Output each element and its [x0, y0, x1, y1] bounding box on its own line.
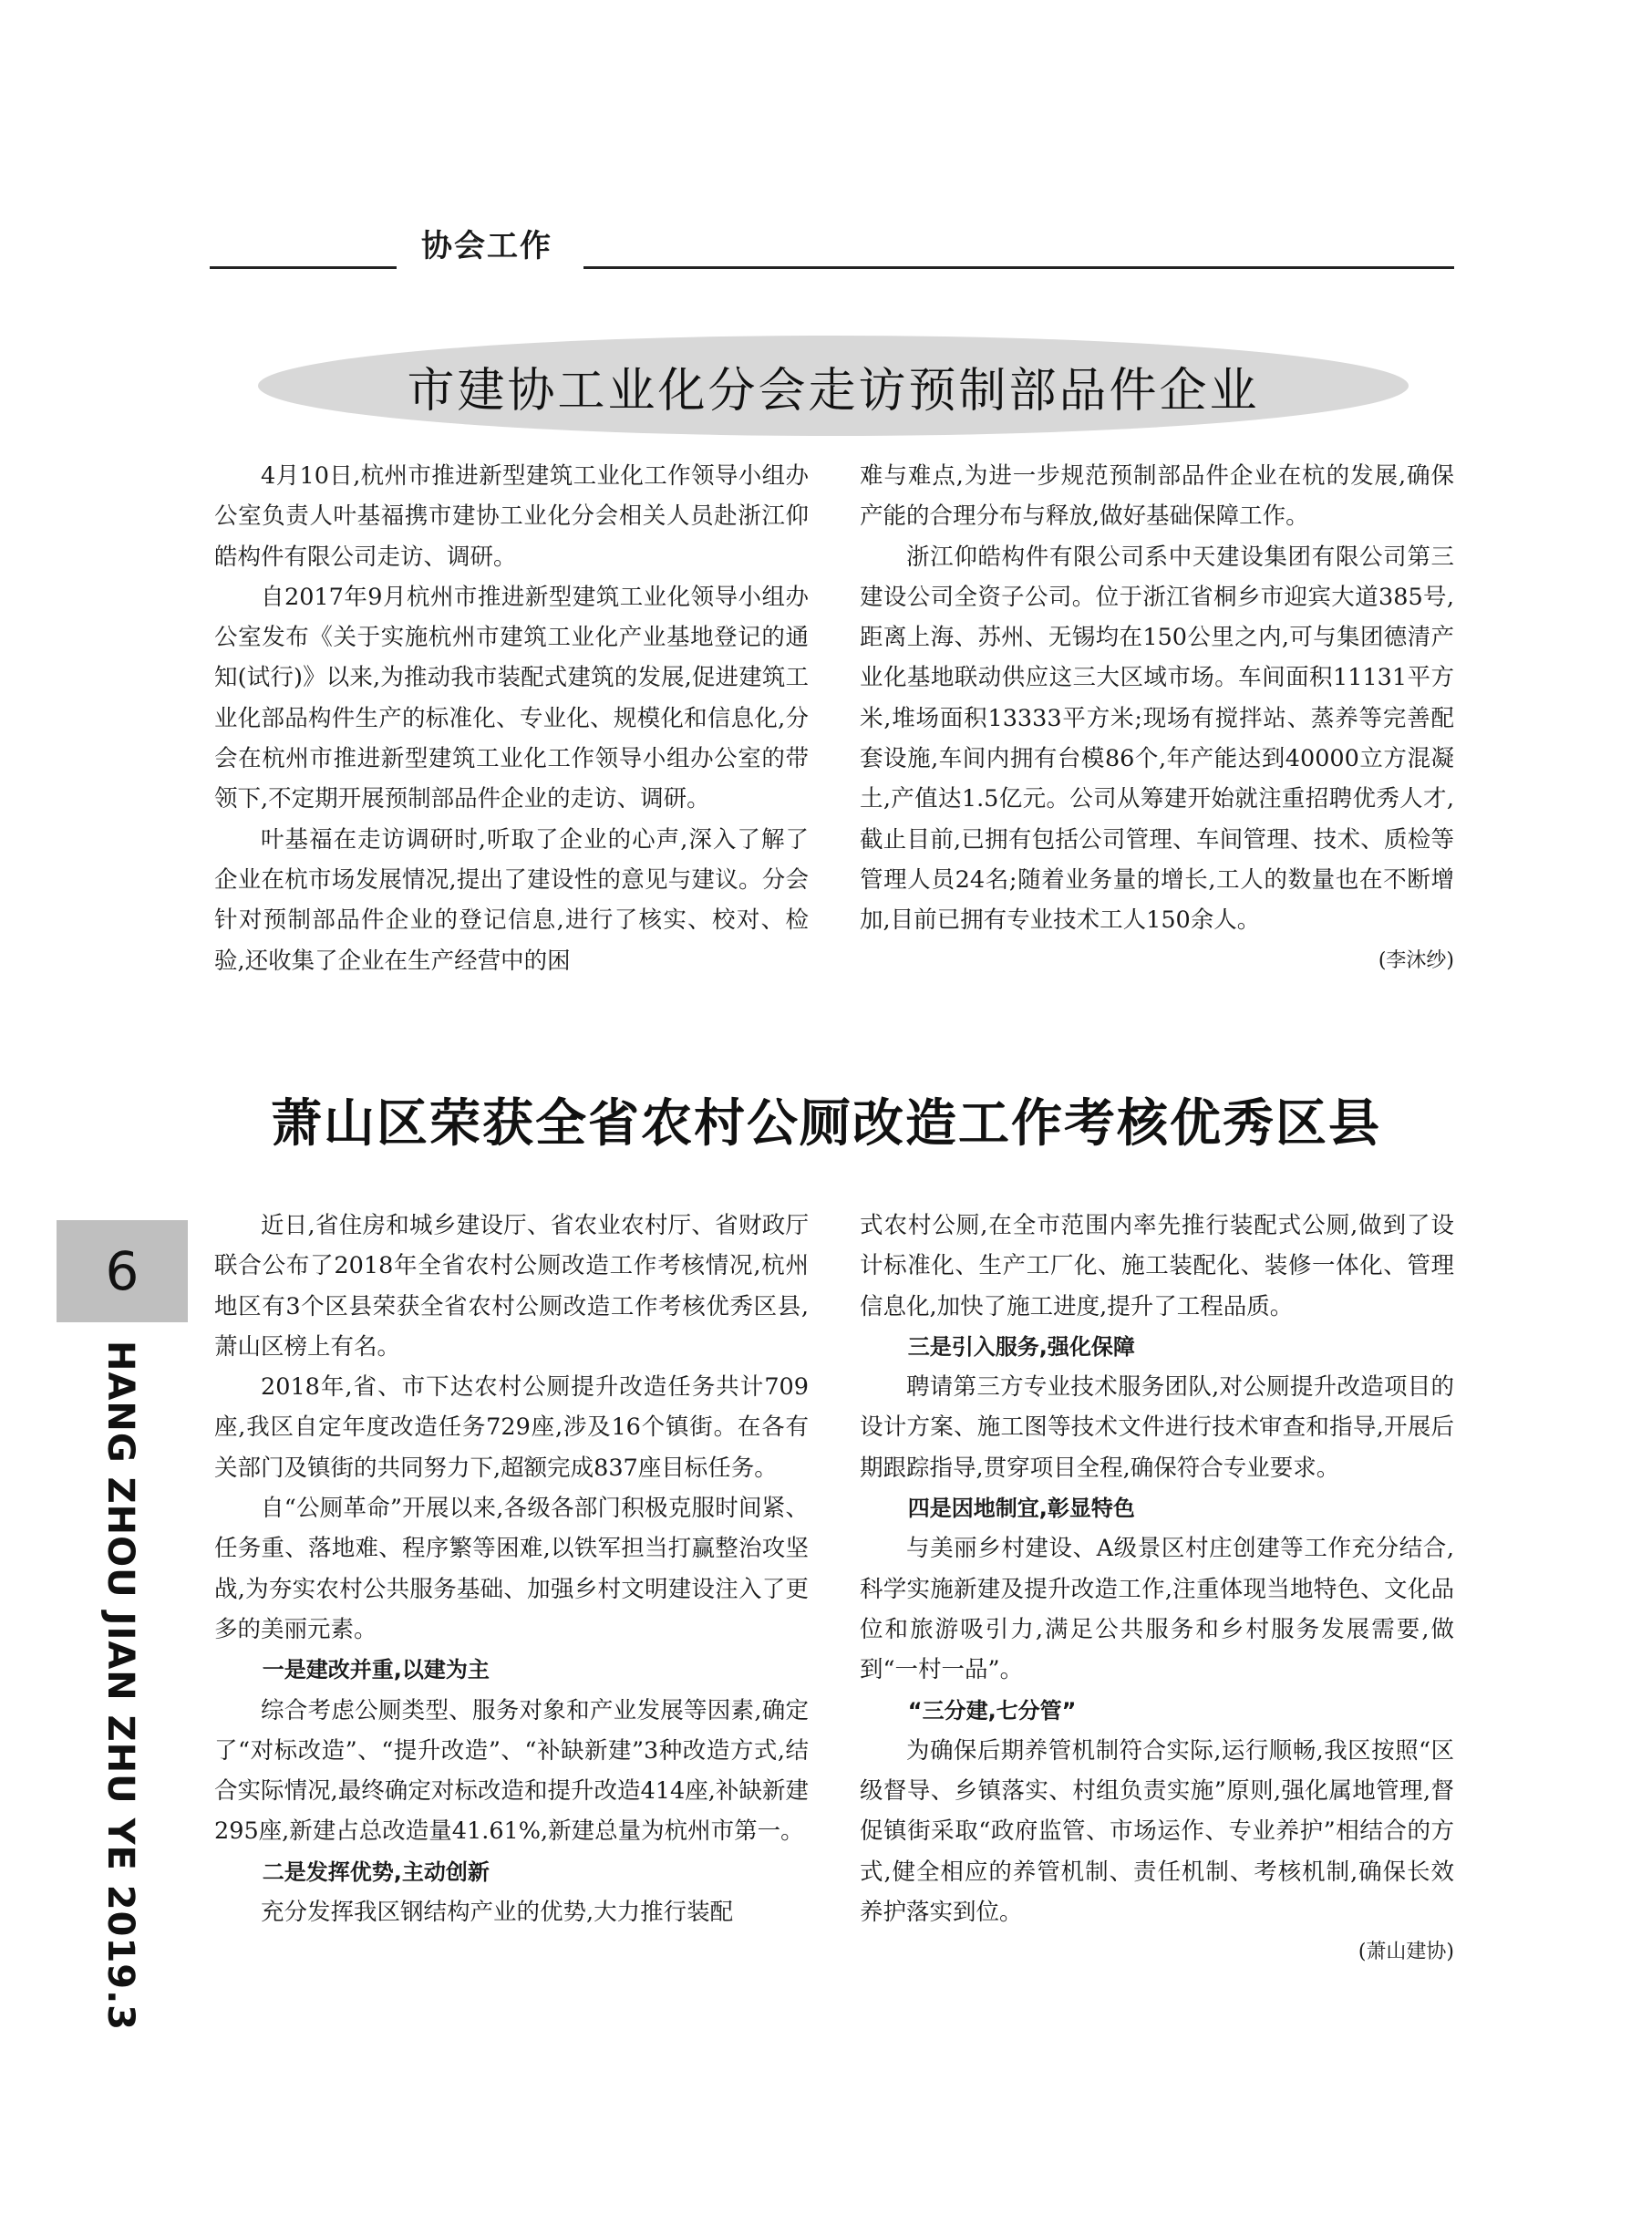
article2-paragraph: 综合考虑公厕类型、服务对象和产业发展等因素,确定了“对标改造”、“提升改造”、“补缺新建”3种改造方式,结合实际情况,最终确定对标改造和提升改造414座,补缺新建295座,新建占总改造量41.61%,新建总量为杭州市第一。: [214, 1696, 809, 1846]
article2-paragraph: 为确保后期养管机制符合实际,运行顺畅,我区按照“区级督导、乡镇落实、村组负责实施”原则,强化属地管理,督促镇街采取“政府监管、市场运作、专业养护”相结合的方式,健全相应的养管机制、责任机制、考核机制,确保长效养护落实到位。: [860, 1736, 1454, 1927]
page-number-box: [57, 1220, 188, 1322]
article2-paragraph: 自“公厕革命”开展以来,各级各部门积极克服时间紧、任务重、落地难、程序繁等困难,以铁军担当打赢整治攻坚战,为夯实农村公共服务基础、加强乡村文明建设注入了更多的美丽元素。: [214, 1495, 809, 1643]
article1-paragraph: 4月10日,杭州市推进新型建筑工业化工作领导小组办公室负责人叶基福携市建协工业化分会相关人员赴浙江仰皓构件有限公司走访、调研。: [214, 462, 809, 571]
article1-paragraph: 浙江仰皓构件有限公司系中天建设集团有限公司第三建设公司全资子公司。位于浙江省桐乡市迎宾大道385号,距离上海、苏州、无锡均在150公里之内,可与集团德清产业化基地联动供应这三大区域市场。车间面积11131平方米,堆场面积13333平方米;现场有搅拌站、蒸养等完善配套设施,车间内拥有台模86个,年产能达到40000立方混凝土,产值达1.5亿元。公司从筹建开始就注重招聘优秀人才,截止目前,已拥有包括公司管理、车间管理、技术、质检等管理人员24名;随着业务量的增长,工人的数量也在不断增加,目前已拥有专业技术工人150余人。: [860, 543, 1454, 935]
article2-subheading: 四是因地制宜,彰显特色: [907, 1496, 1135, 1522]
article2-paragraph: 聘请第三方专业技术服务团队,对公厕提升改造项目的设计方案、施工图等技术文件进行技术审查和指导,开展后期跟踪指导,贯穿项目全程,确保符合专业要求。: [860, 1373, 1454, 1482]
article2-right-column: [860, 1206, 1454, 1973]
article1-right-column: [860, 456, 1454, 981]
page-number: 6: [105, 1240, 139, 1302]
article1-paragraph-continuation: 难与难点,为进一步规范预制部品件企业在杭的发展,确保产能的合理分布与释放,做好基础保障工作。: [860, 462, 1454, 531]
section-label: 协会工作: [421, 228, 552, 264]
article2-paragraph-continuation: 式农村公厕,在全市范围内率先推行装配式公厕,做到了设计标准化、生产工厂化、施工装配化、装修一体化、管理信息化,加快了施工进度,提升了工程品质。: [860, 1212, 1454, 1320]
article2-left-column: [214, 1206, 809, 1932]
article2-paragraph: 2018年,省、市下达农村公厕提升改造任务共计709座,我区自定年度改造任务729座,涉及16个镇街。在各有关部门及镇街的共同努力下,超额完成837座目标任务。: [214, 1373, 809, 1482]
journal-issue-label: HANG ZHOU JIAN ZHU YE 2019.3: [99, 1341, 141, 2032]
article2-paragraph: 近日,省住房和城乡建设厅、省农业农村厅、省财政厅联合公布了2018年全省农村公厕改造工作考核情况,杭州地区有3个区县荣获全省农村公厕改造工作考核优秀区县,萧山区榜上有名。: [214, 1212, 809, 1361]
header-rule-right: [583, 266, 1454, 269]
article1-signature: (李沐纱): [1378, 948, 1454, 972]
article1-title: 市建协工业化分会走访预制部品件企业: [407, 363, 1260, 419]
section-header: [210, 217, 1454, 272]
article2-paragraph: 与美丽乡村建设、A级景区村庄创建等工作充分结合,科学实施新建及提升改造工作,注重体现当地特色、文化品位和旅游吸引力,满足公共服务和乡村服务发展需要,做到“一村一品”。: [860, 1535, 1454, 1684]
article2-subheading: 三是引入服务,强化保障: [907, 1333, 1135, 1360]
article1-title-banner: [258, 336, 1409, 436]
article2-subheading: 二是发挥优势,主动创新: [262, 1858, 490, 1885]
article2-paragraph: 充分发挥我区钢结构产业的优势,大力推行装配: [261, 1899, 734, 1927]
article1-left-column: [214, 456, 809, 981]
article2-signature: (萧山建协): [1358, 1941, 1454, 1964]
article2-subheading: 一是建改并重,以建为主: [262, 1657, 490, 1683]
header-rule-left: [210, 266, 397, 269]
article2-subheading: “三分建,七分管”: [907, 1697, 1077, 1724]
article1-paragraph: 叶基福在走访调研时,听取了企业的心声,深入了解了企业在杭市场发展情况,提出了建设性的意见与建议。分会针对预制部品件企业的登记信息,进行了核实、校对、检验,还收集了企业在生产经营中的困: [214, 825, 809, 975]
article1-paragraph: 自2017年9月杭州市推进新型建筑工业化领导小组办公室发布《关于实施杭州市建筑工业化产业基地登记的通知(试行)》以来,为推动我市装配式建筑的发展,促进建筑工业化部品构件生产的标准化、专业化、规模化和信息化,分会在杭州市推进新型建筑工业化工作领导小组办公室的带领下,不定期开展预制部品件企业的走访、调研。: [214, 583, 809, 813]
article2-title: 萧山区荣获全省农村公厕改造工作考核优秀区县: [271, 1094, 1381, 1154]
